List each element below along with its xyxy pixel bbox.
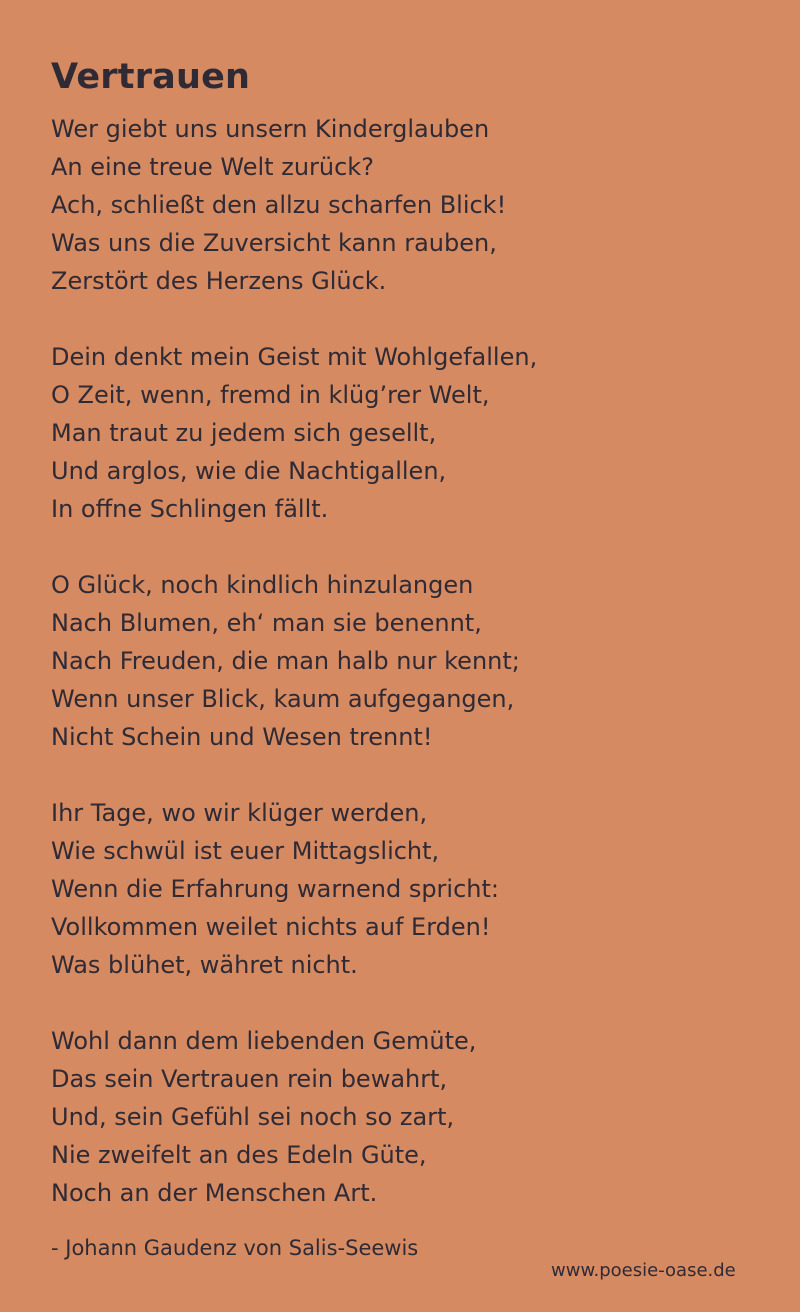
poem-line: O Glück, noch kindlich hinzulangen [51,571,474,599]
poem-line: Wenn die Erfahrung warnend spricht: [51,875,499,903]
poem-line: Zerstört des Herzens Glück. [51,267,387,295]
stanza-5 [51,1022,771,1212]
poem-title: Vertrauen [51,57,251,97]
poem-line: Das sein Vertrauen rein bewahrt, [51,1065,448,1093]
poem-line: Und arglos, wie die Nachtigallen, [51,457,447,485]
poem-line: Wie schwül ist euer Mittagslicht, [51,837,440,865]
stanza-1 [51,110,771,300]
poem-line: Und, sein Gefühl sei noch so zart, [51,1103,455,1131]
poem-line: In offne Schlingen fällt. [51,495,329,523]
website-url: www.poesie-oase.de [551,1260,736,1281]
poem-line: Was uns die Zuversicht kann rauben, [51,229,497,257]
poem-line: Nach Freuden, die man halb nur kennt; [51,647,520,675]
poem-line: Man traut zu jedem sich gesellt, [51,419,437,447]
poem-author: - Johann Gaudenz von Salis-Seewis [51,1236,419,1260]
poem-line: O Zeit, wenn, fremd in klüg’rer Welt, [51,381,490,409]
poem-line: Vollkommen weilet nichts auf Erden! [51,913,491,941]
poem-line: Nach Blumen, eh‘ man sie benennt, [51,609,482,637]
poem-line: An eine treue Welt zurück? [51,153,374,181]
poem-line: Wenn unser Blick, kaum aufgegangen, [51,685,515,713]
stanza-4 [51,794,771,984]
poem-line: Ach, schließt den allzu scharfen Blick! [51,191,507,219]
poem-line: Was blühet, währet nicht. [51,951,358,979]
poem-line: Wer giebt uns unsern Kinderglauben [51,115,490,143]
poem-line: Nie zweifelt an des Edeln Güte, [51,1141,427,1169]
poem-line: Dein denkt mein Geist mit Wohlgefallen, [51,343,538,371]
poem-line: Wohl dann dem liebenden Gemüte, [51,1027,477,1055]
poem-line: Noch an der Menschen Art. [51,1179,378,1207]
poem-line: Ihr Tage, wo wir klüger werden, [51,799,428,827]
poem-line: Nicht Schein und Wesen trennt! [51,723,433,751]
stanza-3 [51,566,771,756]
stanza-2 [51,338,771,528]
